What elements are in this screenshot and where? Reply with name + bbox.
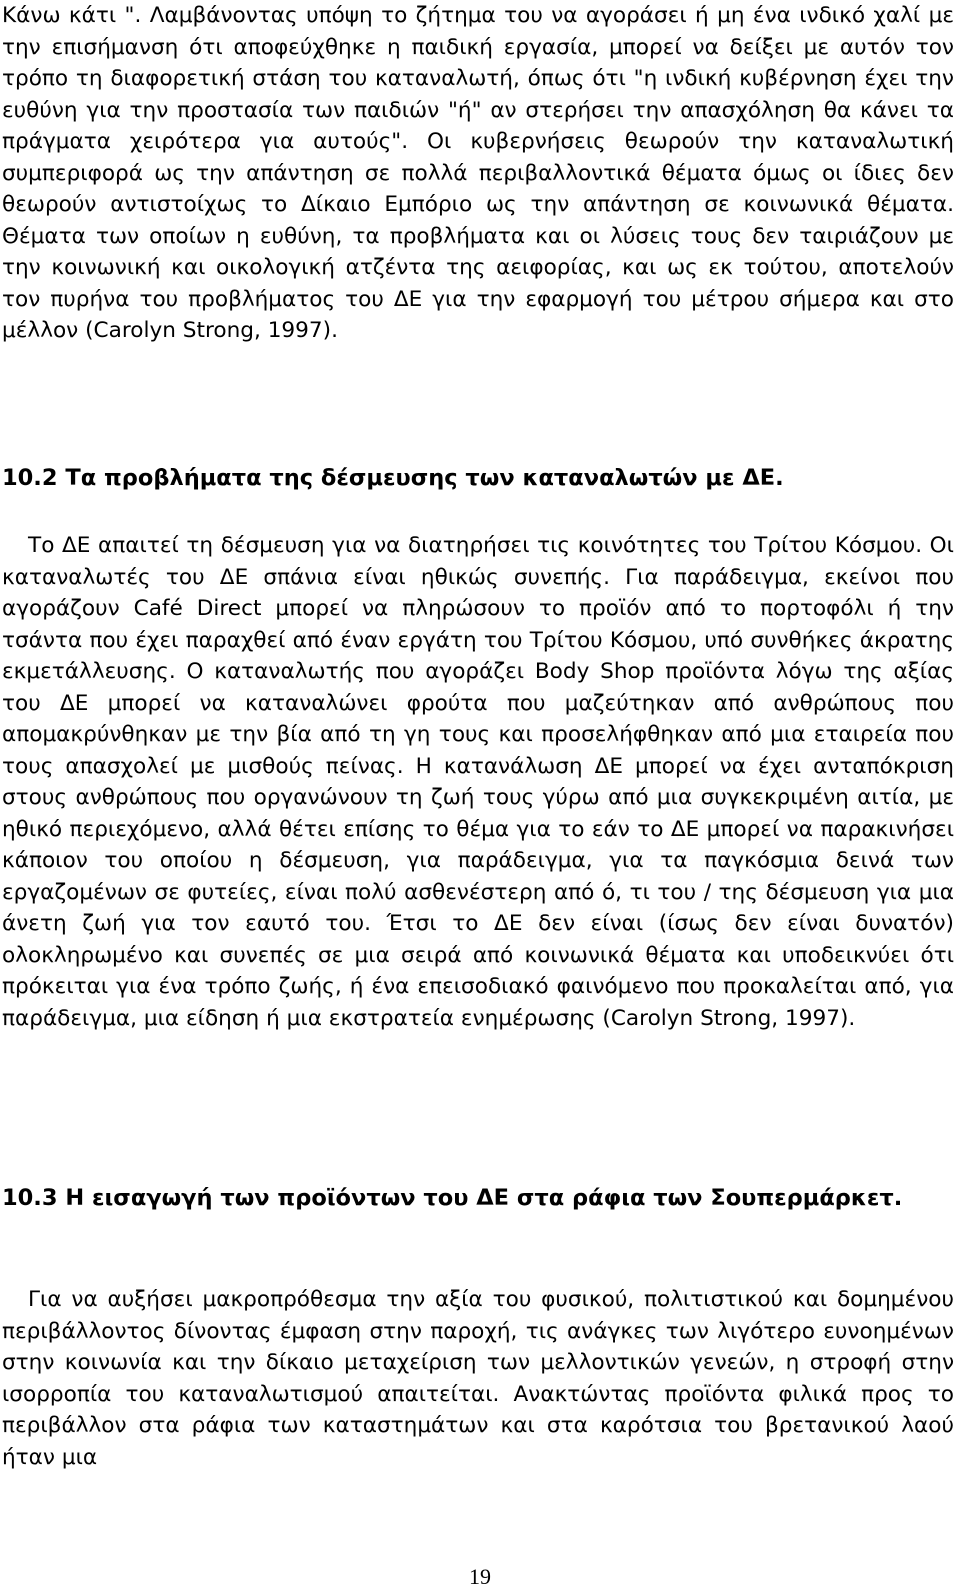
section-10-3-paragraph: Για να αυξήσει μακροπρόθεσμα την αξία του φυσικού, πολιτιστικού και δομημένου περιβάλλοντος δίνοντας έμφαση στην παροχή, τις ανάγκες των λιγότερο ευνοημένων στην κοινωνία και την δίκαιο μεταχείριση των μελλοντικών γενεών, η στροφή στην ισορροπία του καταναλωτισμού απαιτείται. Ανακτώντας προϊόντα φιλικά προς το περιβάλλον στα ράφια των καταστημάτων και στα καρότσια του βρετανικού λαού ήταν μια xyxy=(2,1287,954,1470)
section-heading-10-3: 10.3 Η εισαγωγή των προϊόντων του ΔΕ στα ράφια των Σουπερμάρκετ. xyxy=(2,1185,903,1211)
intro-paragraph: Κάνω κάτι ". Λαμβάνοντας υπόψη το ζήτημα του να αγοράσει ή μη ένα ινδικό χαλί με την επισήμανση ότι αποφεύχθηκε η παιδική εργασία, μπορεί να δείξει με αυτόν τον τρόπο τη διαφορετική στάση του καταναλωτή, όπως ότι "η ινδική κυβέρνηση έχει την ευθύνη για την προστασία των παιδιών "ή" αν στερήσει την απασχόληση θα κάνει τα πράγματα χειρότερα για αυτούς". Οι κυβερνήσεις θεωρούν την καταναλωτική συμπεριφορά ως την απάντηση σε πολλά περιβαλλοντικά θέματα όμως οι ίδιες δεν θεωρούν αντιστοίχως το Δίκαιο Εμπόριο ως την απάντηση σε κοινωνικά θέματα. Θέματα των οποίων η ευθύνη, τα προβλήματα και οι λύσεις τους δεν ταιριάζουν με την κοινωνική και οικολογική ατζέντα της αειφορίας, και ως εκ τούτου, αποτελούν τον πυρήνα του προβλήματος του ΔΕ για την εφαρμογή του μέτρου σήμερα και στο μέλλον (Carolyn Strong, 1997). xyxy=(2,3,954,343)
section-heading-10-2: 10.2 Τα προβλήματα της δέσμευσης των καταναλωτών με ΔΕ. xyxy=(2,465,784,491)
page-number: 19 xyxy=(469,1564,491,1589)
section-10-2-paragraph: Το ΔΕ απαιτεί τη δέσμευση για να διατηρήσει τις κοινότητες του Τρίτου Κόσμου. Οι καταναλωτές του ΔΕ σπάνια είναι ηθικώς συνεπής. Για παράδειγμα, εκείνοι που αγοράζουν Café Direct μπορεί να πληρώσουν το προϊόν από το πορτοφόλι ή την τσάντα που έχει παραχθεί από έναν εργάτη του Τρίτου Κόσμου, υπό συνθήκες άκρατης εκμετάλλευσης. Ο καταναλωτής που αγοράζει Body Shop προϊόντα λόγω της αξίας του ΔΕ μπορεί να καταναλώνει φρούτα που μαζεύτηκαν από ανθρώπους που απομακρύνθηκαν με την βία από τη γη τους και προσελήφθηκαν από μια εταιρεία που τους απασχολεί με μισθούς πείνας. Η κατανάλωση ΔΕ μπορεί να έχει ανταπόκριση στους ανθρώπους που οργανώνουν τη ζωή τους γύρω από μια συγκεκριμένη αιτία, με ηθικό περιεχόμενο, αλλά θέτει επίσης το θέμα για το εάν το ΔΕ μπορεί να παρακινήσει κάποιον του οποίου η δέσμευση, για παράδειγμα, για τα παγκόσμια δεινά των εργαζομένων σε φυτείες, είναι πολύ ασθενέστερη από ό, τι του / της δέσμευση για μια άνετη ζωή για τον εαυτό του. Έτσι το ΔΕ δεν είναι (ίσως δεν είναι δυνατόν) ολοκληρωμένο και συνεπές σε μια σειρά από κοινωνικά θέματα και υποδεικνύει ότι πρόκειται για ένα τρόπο ζωής, ή ένα επεισοδιακό φαινόμενο που προκαλείται από, για παράδειγμα, μια είδηση ή μια εκστρατεία ενημέρωσης (Carolyn Strong, 1997). xyxy=(2,533,954,1031)
